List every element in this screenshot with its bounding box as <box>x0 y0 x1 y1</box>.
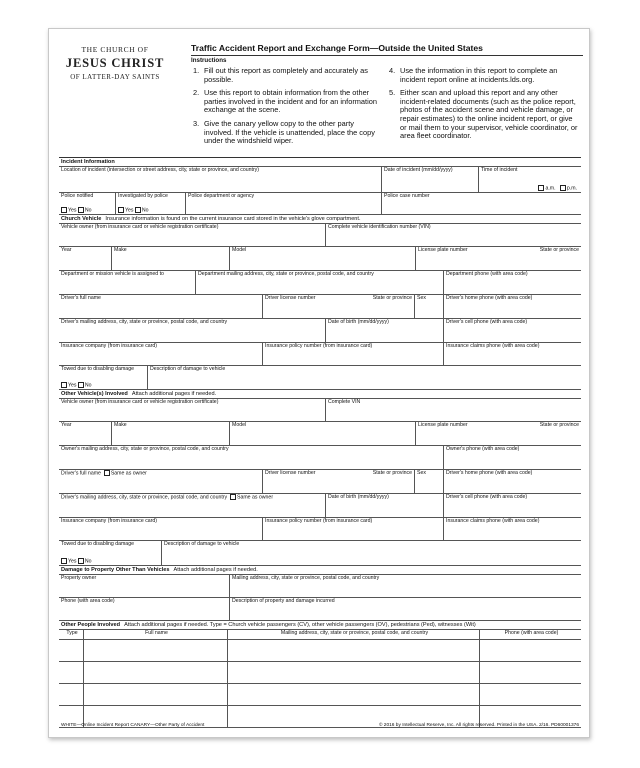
pm-label: p.m. <box>566 185 577 191</box>
property-owner-field[interactable] <box>59 575 229 597</box>
ov-dob-label: Date of birth (mm/dd/yyyy) <box>328 494 389 500</box>
ov-license-field[interactable] <box>262 470 358 493</box>
instruction-text: Give the canary yellow copy to the other party involved. If the vehicle is unattended, place the copy under the windshield wiper. <box>204 118 375 146</box>
instruction-number: 3. <box>193 118 200 128</box>
police-case-label: Police case number <box>384 193 430 199</box>
am-checkbox[interactable] <box>538 185 544 191</box>
ov-cell-label: Driver's cell phone (with area code) <box>446 494 528 500</box>
yes-checkbox[interactable] <box>61 558 67 564</box>
cv-towed-options <box>61 382 92 388</box>
others-type-cell[interactable] <box>59 662 83 683</box>
ov-mailing-label: Driver's mailing address, city, state or province, postal code, and country <box>61 494 228 501</box>
police-notified-field <box>59 193 115 214</box>
police-dept-label: Police department or agency <box>188 193 255 199</box>
investigated-options <box>118 207 149 213</box>
others-type-cell[interactable] <box>59 640 83 661</box>
yes-label: Yes <box>68 558 77 564</box>
cv-vin-field[interactable] <box>325 224 581 246</box>
others-name-cell[interactable] <box>83 640 227 661</box>
instruction-text: Either scan and upload this report and any other incident-related documents (such as the police report, photos of the accident scene and vehicle damage, or repair estimates) to the online incident report, or give or mail them to your supervisor, vehicle coordinator, or area fleet coordinator. <box>400 88 578 141</box>
cv-mailing-field[interactable] <box>59 319 325 342</box>
cv-row-vehicle <box>59 247 581 271</box>
cv-row-towed <box>59 366 581 390</box>
cv-ins-policy-label: Insurance policy number (from insurance card) <box>265 343 373 349</box>
cv-sex-label: Sex <box>417 295 426 301</box>
column-phone-label: Phone (with area code) <box>504 630 559 636</box>
logo-line-3: OF LATTER-DAY SAINTS <box>70 73 160 81</box>
property-address-label: Mailing address, city, state or province, postal code, and country <box>232 575 380 581</box>
property-title: Damage to Property Other Than Vehicles <box>61 567 170 573</box>
others-header-row <box>59 630 581 640</box>
ov-driver-state-field[interactable] <box>358 470 414 493</box>
cv-row-insurance <box>59 343 581 366</box>
others-row <box>59 684 581 706</box>
ov-row-mailing <box>59 494 581 518</box>
ov-row-driver <box>59 470 581 494</box>
cv-dept-phone-field[interactable] <box>443 271 581 294</box>
others-phone-cell[interactable] <box>479 684 581 705</box>
investigated-field <box>115 193 185 214</box>
property-description-field[interactable] <box>229 598 581 620</box>
no-checkbox[interactable] <box>78 558 84 564</box>
cv-ins-claims-field[interactable] <box>443 343 581 365</box>
ov-owner-phone-label: Owner's phone (with area code) <box>446 446 520 452</box>
ov-owner-label: Vehicle owner (from insurance card or vehicle registration certificate) <box>61 399 219 405</box>
column-header-phone <box>479 630 581 639</box>
cv-state-field[interactable] <box>511 247 581 270</box>
cv-damage-field[interactable] <box>147 366 581 389</box>
instruction-number: 4. <box>389 66 396 75</box>
ov-state-label: State or province <box>539 422 579 428</box>
ov-owner-address-field[interactable] <box>59 446 443 469</box>
cv-home-phone-field[interactable] <box>443 295 581 318</box>
location-field[interactable] <box>59 167 381 192</box>
cv-state-label: State or province <box>539 247 579 253</box>
no-label: No <box>141 207 149 213</box>
police-notified-label: Police notified <box>61 193 94 199</box>
cv-row-driver <box>59 295 581 319</box>
footer-copyright: © 2016 by Intellectual Reserve, Inc. All rights reserved. Printed in the USA. 2/16. PD60001376 <box>378 723 579 728</box>
ov-model-label: Model <box>232 422 247 428</box>
others-row <box>59 640 581 662</box>
cv-model-label: Model <box>232 247 247 253</box>
ov-driver-name-field[interactable] <box>59 470 262 493</box>
instruction-text: Fill out this report as completely and accurately as possible. <box>204 66 368 84</box>
same-as-owner-label: Same as owner <box>110 470 147 477</box>
cv-driver-state-field[interactable] <box>358 295 414 318</box>
cv-make-field[interactable] <box>111 247 229 270</box>
yes-checkbox[interactable] <box>61 207 67 213</box>
cv-ins-company-field[interactable] <box>59 343 262 365</box>
date-label: Date of incident (mm/dd/yyyy) <box>384 167 453 173</box>
cv-row-department <box>59 271 581 295</box>
investigated-label: Investigated by police <box>118 193 168 199</box>
instruction-item <box>389 89 579 141</box>
ov-driver-state-label: State or province <box>372 470 412 476</box>
cv-dept-address-field[interactable] <box>195 271 443 294</box>
ov-home-phone-label: Driver's home phone (with area code) <box>446 470 533 476</box>
column-header-name <box>83 630 227 639</box>
cv-dob-field[interactable] <box>325 319 443 342</box>
other-vehicle-title: Other Vehicle(s) Involved <box>61 391 128 397</box>
church-vehicle-note: Insurance information is found on the current insurance card stored in the vehicle's glove compartment. <box>105 216 361 222</box>
instructions-left-column <box>193 67 379 151</box>
ov-mailing-field[interactable] <box>59 494 325 517</box>
incident-row-2 <box>59 193 581 215</box>
ov-vin-field[interactable] <box>325 399 581 421</box>
cv-ins-claims-label: Insurance claims phone (with area code) <box>446 343 540 349</box>
no-label: No <box>84 382 92 388</box>
ov-ins-policy-field[interactable] <box>262 518 443 540</box>
property-description-label: Description of property and damage incurred <box>232 598 335 604</box>
yes-label: Yes <box>68 207 77 213</box>
section-others-heading <box>59 621 581 630</box>
ov-vin-label: Complete VIN <box>328 399 361 405</box>
other-vehicle-note: Attach additional pages if needed. <box>131 391 217 397</box>
same-as-owner-checkbox[interactable] <box>104 470 110 476</box>
ov-row-owner-address <box>59 446 581 470</box>
police-case-field[interactable] <box>381 193 581 214</box>
cv-plate-label: License plate number <box>418 247 468 253</box>
time-field[interactable] <box>478 167 581 192</box>
cv-license-field[interactable] <box>262 295 358 318</box>
section-property-heading <box>59 566 581 575</box>
ov-row-towed <box>59 541 581 566</box>
ov-ins-company-label: Insurance company (from insurance card) <box>61 518 158 524</box>
incident-row-1 <box>59 167 581 193</box>
ov-home-phone-field[interactable] <box>443 470 581 493</box>
others-address-cell[interactable] <box>227 640 479 661</box>
property-note: Attach additional pages if needed. <box>173 567 258 573</box>
ov-license-label: Driver license number <box>265 470 316 476</box>
ov-towed-label: Towed due to disabling damage <box>61 541 134 547</box>
am-label: a.m. <box>545 185 556 191</box>
others-phone-cell[interactable] <box>479 662 581 683</box>
cv-cell-label: Driver's cell phone (with area code) <box>446 319 528 325</box>
ov-plate-label: License plate number <box>418 422 468 428</box>
cv-vin-label: Complete vehicle identification number (VIN) <box>328 224 431 230</box>
column-address-label: Mailing address, city, state or province, postal code, and country <box>280 630 429 636</box>
no-label: No <box>84 558 92 564</box>
column-type-label: Type <box>66 630 78 636</box>
date-field[interactable] <box>381 167 478 192</box>
section-incident-heading: Incident Information <box>59 158 581 167</box>
ov-make-label: Make <box>114 422 127 428</box>
property-address-field[interactable] <box>229 575 581 597</box>
cv-ins-company-label: Insurance company (from insurance card) <box>61 343 158 349</box>
ov-sex-field[interactable] <box>414 470 443 493</box>
cv-make-label: Make <box>114 247 127 253</box>
section-other-vehicle-heading <box>59 390 581 399</box>
same-as-owner-label: Same as owner <box>237 494 274 501</box>
cv-driver-state-label: State or province <box>372 295 412 301</box>
cv-owner-field[interactable] <box>59 224 325 246</box>
cv-year-field[interactable] <box>59 247 111 270</box>
others-address-cell[interactable] <box>227 662 479 683</box>
police-dept-field[interactable] <box>185 193 381 214</box>
instruction-text: Use the information in this report to complete an incident report online at incidents.lds.org. <box>400 66 558 84</box>
cv-damage-label: Description of damage to vehicle <box>150 366 226 372</box>
instructions-heading: Instructions <box>191 55 583 64</box>
ov-damage-field[interactable] <box>161 541 581 565</box>
ov-year-field[interactable] <box>59 422 111 445</box>
ov-row-owner <box>59 399 581 422</box>
time-label: Time of incident <box>481 167 518 173</box>
logo-line-2: JESUS CHRIST <box>65 56 165 70</box>
cv-cell-field[interactable] <box>443 319 581 342</box>
instructions-right-column <box>389 67 579 146</box>
footer-copy-distribution: WHITE—Online Incident Report CANARY—Other Party of Accident <box>61 723 205 728</box>
others-title: Other People Involved <box>61 622 121 628</box>
form-title: Traffic Accident Report and Exchange Form—Outside the United States <box>191 43 483 53</box>
cv-towed-label: Towed due to disabling damage <box>61 366 134 372</box>
no-checkbox[interactable] <box>78 382 84 388</box>
column-header-type <box>59 630 83 639</box>
ov-damage-label: Description of damage to vehicle <box>164 541 240 547</box>
cv-ins-policy-field[interactable] <box>262 343 443 365</box>
police-notified-options <box>61 207 92 213</box>
location-label: Location of incident (intersection or street address, city, state or province, and country) <box>61 167 259 173</box>
ov-ins-policy-label: Insurance policy number (from insurance card) <box>265 518 373 524</box>
ov-owner-phone-field[interactable] <box>443 446 581 469</box>
property-owner-label: Property owner <box>61 575 97 581</box>
instruction-number: 2. <box>193 88 200 98</box>
same-as-owner-checkbox[interactable] <box>230 494 236 500</box>
ov-ins-claims-field[interactable] <box>443 518 581 540</box>
church-vehicle-title: Church Vehicle <box>61 216 102 222</box>
others-type-cell[interactable] <box>59 684 83 705</box>
cv-dept-field[interactable] <box>59 271 195 294</box>
property-phone-field[interactable] <box>59 598 229 620</box>
cv-row-mailing <box>59 319 581 343</box>
ov-ins-company-field[interactable] <box>59 518 262 540</box>
cv-towed-field <box>59 366 147 389</box>
column-header-address <box>227 630 479 639</box>
ov-ins-claims-label: Insurance claims phone (with area code) <box>446 518 540 524</box>
ov-make-field[interactable] <box>111 422 229 445</box>
instruction-item <box>193 89 379 115</box>
no-checkbox[interactable] <box>78 207 84 213</box>
yes-checkbox[interactable] <box>118 207 124 213</box>
instruction-item <box>389 67 579 84</box>
yes-checkbox[interactable] <box>61 382 67 388</box>
ov-towed-field <box>59 541 161 565</box>
cv-dept-label: Department or mission vehicle is assigned to <box>61 271 164 277</box>
cv-dob-label: Date of birth (mm/dd/yyyy) <box>328 319 389 325</box>
ov-model-field[interactable] <box>229 422 415 445</box>
ov-owner-address-label: Owner's mailing address, city, state or province, postal code, and country <box>61 446 229 452</box>
cv-plate-field[interactable] <box>415 247 511 270</box>
yes-label: Yes <box>125 207 134 213</box>
cv-dept-phone-label: Department phone (with area code) <box>446 271 528 277</box>
ov-year-label: Year <box>61 422 72 428</box>
property-phone-label: Phone (with area code) <box>61 598 115 604</box>
cv-owner-label: Vehicle owner (from insurance card or vehicle registration certificate) <box>61 224 219 230</box>
no-label: No <box>84 207 92 213</box>
others-row <box>59 662 581 684</box>
logo-line-1: THE CHURCH OF <box>81 45 149 54</box>
yes-label: Yes <box>68 382 77 388</box>
ov-sex-label: Sex <box>417 470 426 476</box>
cv-sex-field[interactable] <box>414 295 443 318</box>
ov-plate-field[interactable] <box>415 422 511 445</box>
no-checkbox[interactable] <box>135 207 141 213</box>
property-row-2 <box>59 598 581 621</box>
cv-driver-name-label: Driver's full name <box>61 295 101 301</box>
column-name-label: Full name <box>145 630 168 636</box>
pm-checkbox[interactable] <box>560 185 566 191</box>
others-phone-cell[interactable] <box>479 640 581 661</box>
ov-driver-name-label: Driver's full name <box>61 470 101 477</box>
others-name-cell[interactable] <box>83 684 227 705</box>
report-form <box>59 157 581 728</box>
ov-owner-field[interactable] <box>59 399 325 421</box>
cv-row-owner <box>59 224 581 247</box>
instruction-item <box>193 67 379 84</box>
church-logo <box>61 45 169 81</box>
cv-year-label: Year <box>61 247 72 253</box>
others-name-cell[interactable] <box>83 662 227 683</box>
others-note: Attach additional pages if needed. Type = Church vehicle passengers (CV), other vehicle passengers (OV), pedestrians (Ped), witnesses (Wit) <box>124 622 476 628</box>
section-church-vehicle-heading <box>59 215 581 224</box>
instruction-text: Use this report to obtain information from the other parties involved in the incident and for an information exchange at the scene. <box>204 88 377 115</box>
ov-dob-field[interactable] <box>325 494 443 517</box>
cv-model-field[interactable] <box>229 247 415 270</box>
others-address-cell[interactable] <box>227 684 479 705</box>
instruction-number: 1. <box>193 66 200 75</box>
cv-driver-name-field[interactable] <box>59 295 262 318</box>
property-row-1 <box>59 575 581 598</box>
form-sheet <box>48 28 590 738</box>
cv-mailing-label: Driver's mailing address, city, state or province, postal code, and country <box>61 319 228 325</box>
instruction-item <box>193 120 379 146</box>
ov-row-insurance <box>59 518 581 541</box>
ov-towed-options <box>61 558 92 564</box>
cv-home-phone-label: Driver's home phone (with area code) <box>446 295 533 301</box>
ov-row-vehicle <box>59 422 581 446</box>
ov-cell-field[interactable] <box>443 494 581 517</box>
instruction-number: 5. <box>389 88 396 98</box>
am-pm-options <box>538 185 577 191</box>
cv-license-label: Driver license number <box>265 295 316 301</box>
cv-dept-address-label: Department mailing address, city, state or province, postal code, and country <box>198 271 374 277</box>
ov-state-field[interactable] <box>511 422 581 445</box>
